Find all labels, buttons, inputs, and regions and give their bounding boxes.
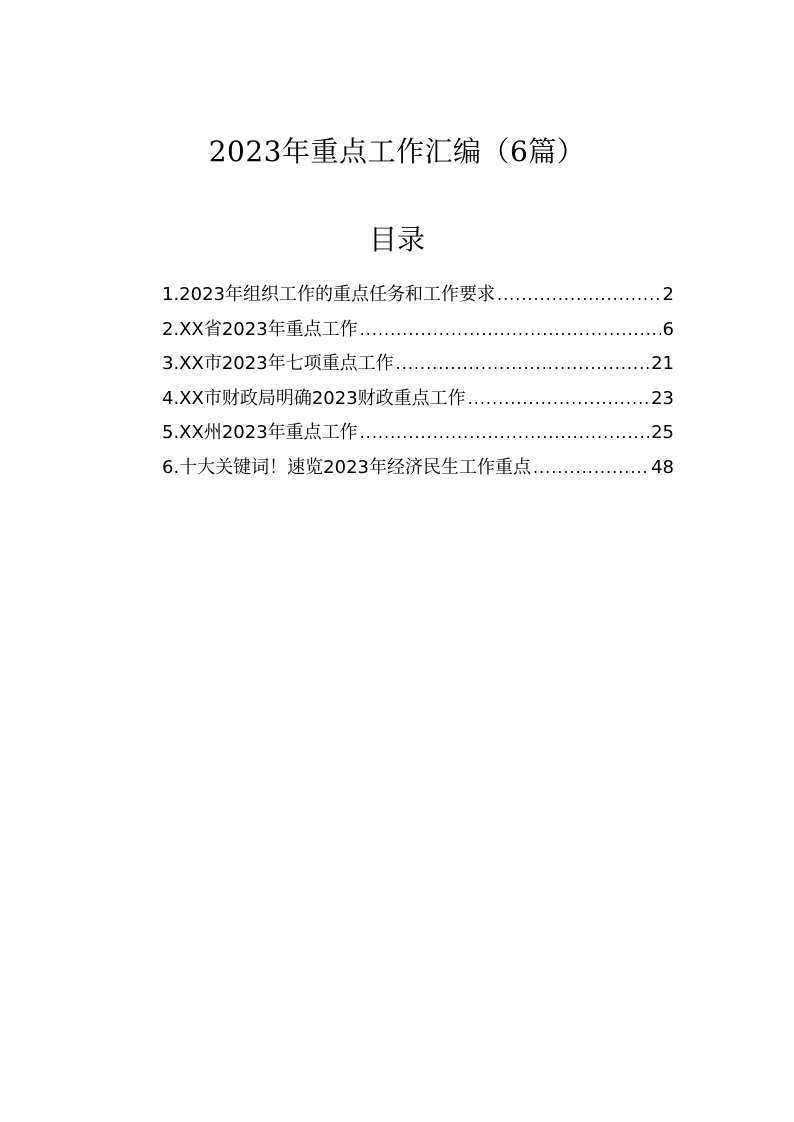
toc-page-number[interactable]: 2	[662, 284, 674, 305]
toc-page-number[interactable]: 48	[651, 456, 674, 478]
toc-entry-4[interactable]	[162, 384, 674, 419]
table-of-contents	[162, 280, 674, 487]
toc-entry-title[interactable]: 4.XX市财政局明确2023财政重点工作	[162, 387, 466, 409]
toc-heading: 目录	[368, 223, 425, 256]
toc-page-number[interactable]: 6	[662, 318, 674, 340]
toc-entry-5[interactable]	[162, 418, 674, 453]
document-title: 2023年重点工作汇编（6篇）	[208, 135, 586, 168]
toc-page-number[interactable]: 21	[651, 353, 674, 374]
toc-dot-leader	[468, 384, 649, 414]
toc-entry-3[interactable]	[162, 349, 674, 384]
toc-entry-title[interactable]: 2.XX省2023年重点工作	[162, 318, 358, 340]
toc-entry-title[interactable]: 3.XX市2023年七项重点工作	[162, 353, 394, 374]
toc-dot-leader	[396, 349, 649, 379]
toc-entry-6[interactable]	[162, 453, 674, 488]
toc-entry-title[interactable]: 1.2023年组织工作的重点任务和工作要求	[162, 284, 495, 305]
toc-dot-leader	[360, 418, 649, 448]
toc-entry-1[interactable]	[162, 280, 674, 315]
toc-dot-leader	[360, 315, 661, 345]
toc-entry-2[interactable]	[162, 315, 674, 350]
toc-dot-leader	[533, 453, 649, 483]
toc-dot-leader	[497, 280, 661, 310]
toc-entry-title[interactable]: 5.XX州2023年重点工作	[162, 422, 358, 443]
toc-page-number[interactable]: 25	[651, 422, 674, 443]
toc-entry-title[interactable]: 6.十大关键词！速览2023年经济民生工作重点	[162, 456, 531, 478]
toc-page-number[interactable]: 23	[651, 387, 674, 409]
